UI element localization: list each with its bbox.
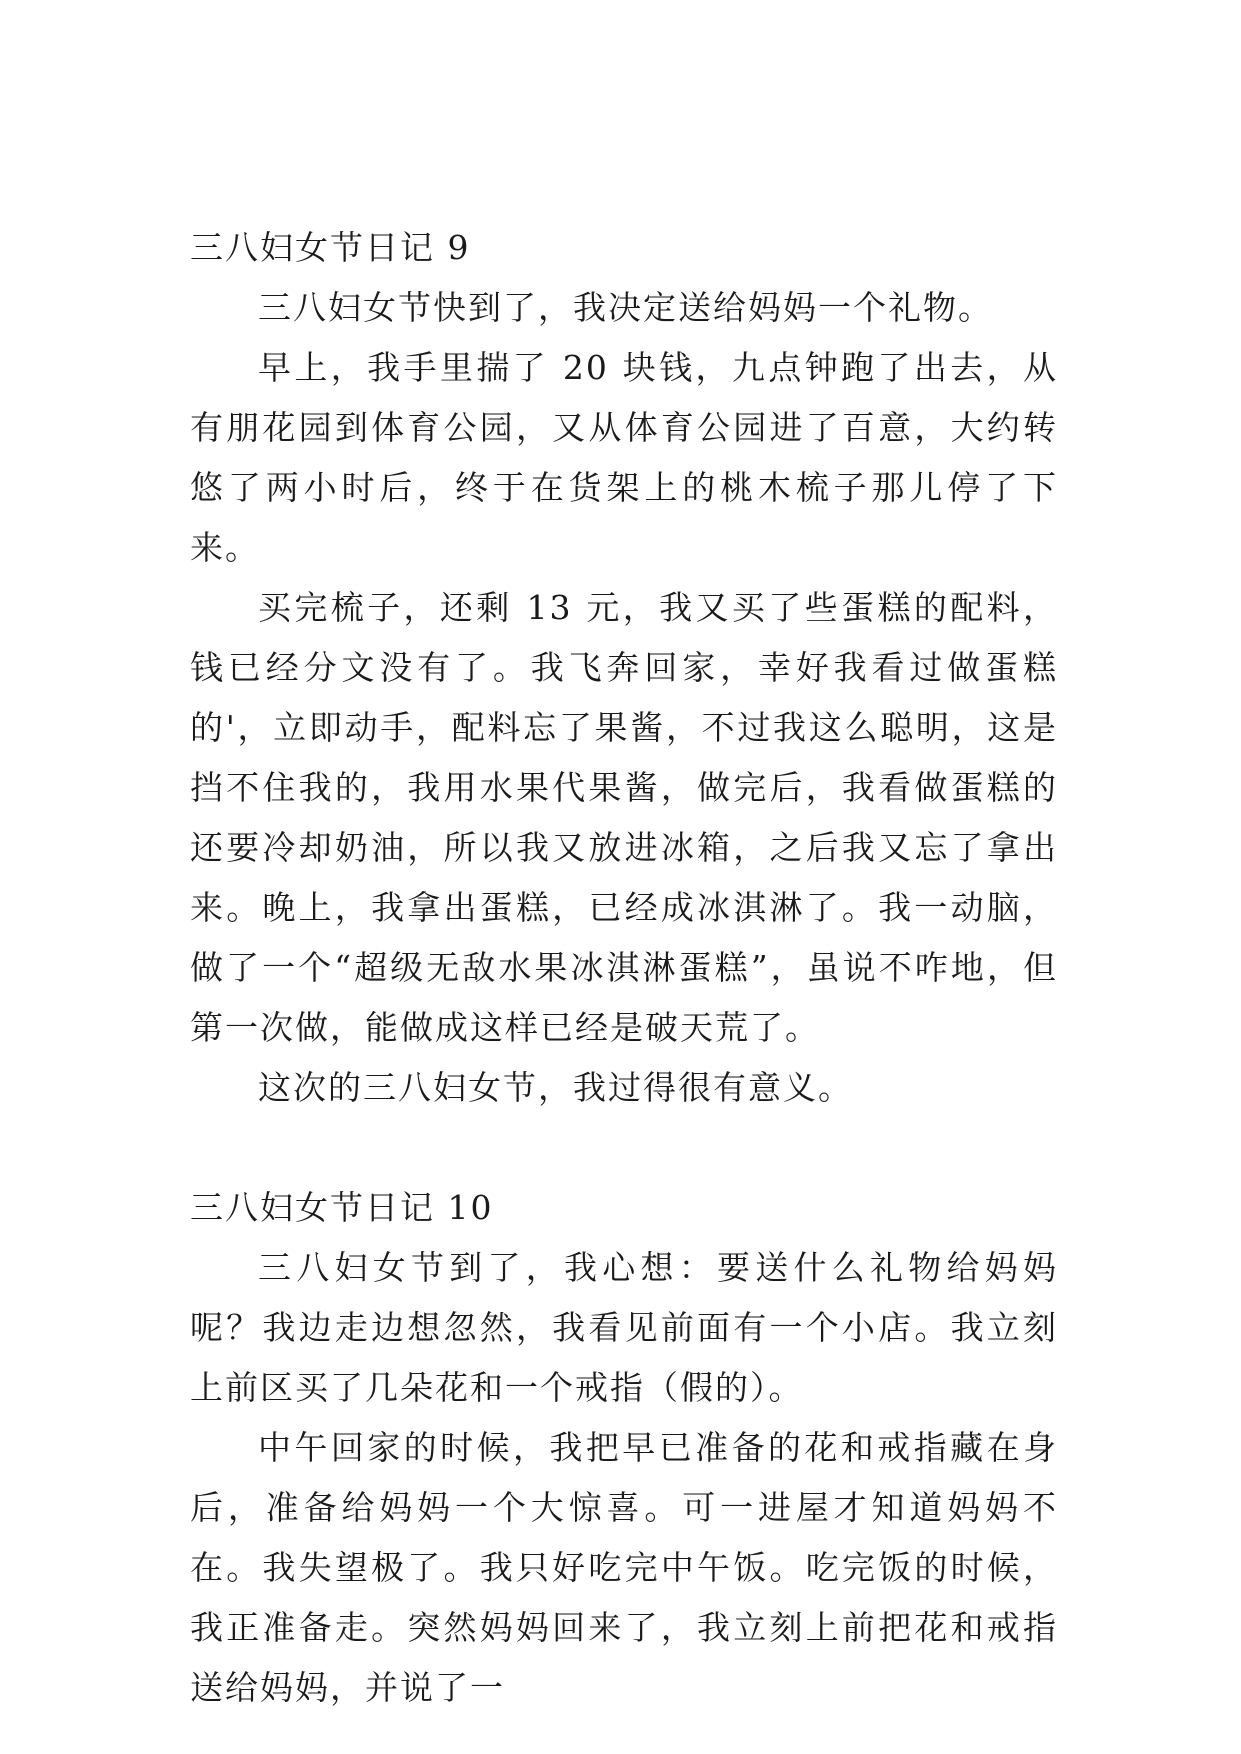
diary-9-title: 三八妇女节日记 9: [190, 228, 471, 267]
diary-10-title: 三八妇女节日记 10: [190, 1188, 494, 1227]
diary-9-paragraph-2: 早上，我手里揣了 20 块钱，九点钟跑了出去，从有朋花园到体育公园，又从体育公园进了百意，大约转悠了两小时后，终于在货架上的桃木梳子那儿停了下来。: [190, 348, 1058, 567]
section-gap: [190, 1118, 1058, 1178]
diary-9-paragraph-1: 三八妇女节快到了，我决定送给妈妈一个礼物。: [258, 288, 993, 327]
diary-10-paragraph-2: 中午回家的时候，我把早已准备的花和戒指藏在身后，准备给妈妈一个大惊喜。可一进屋才知道妈妈不在。我失望极了。我只好吃完中午饭。吃完饭的时候，我正准备走。突然妈妈回来了，我立刻上前把花和戒指送给妈妈，并说了一: [190, 1428, 1058, 1707]
document-content: [190, 218, 1058, 1718]
diary-10-paragraph-1: 三八妇女节到了，我心想：要送什么礼物给妈妈呢？我边走边想忽然，我看见前面有一个小店。我立刻上前区买了几朵花和一个戒指（假的）。: [190, 1248, 1058, 1407]
diary-9-paragraph-4: 这次的三八妇女节，我过得很有意义。: [258, 1068, 853, 1107]
diary-9-paragraph-3: 买完梳子，还剩 13 元，我又买了些蛋糕的配料，钱已经分文没有了。我飞奔回家，幸好我看过做蛋糕的'，立即动手，配料忘了果酱，不过我这么聪明，这是挡不住我的，我用水果代果酱，做完后，我看做蛋糕的还要冷却奶油，所以我又放进冰箱，之后我又忘了拿出来。晚上，我拿出蛋糕，已经成冰淇淋了。我一动脑，做了一个“超级无敌水果冰淇淋蛋糕”，虽说不咋地，但第一次做，能做成这样已经是破天荒了。: [190, 588, 1058, 1047]
